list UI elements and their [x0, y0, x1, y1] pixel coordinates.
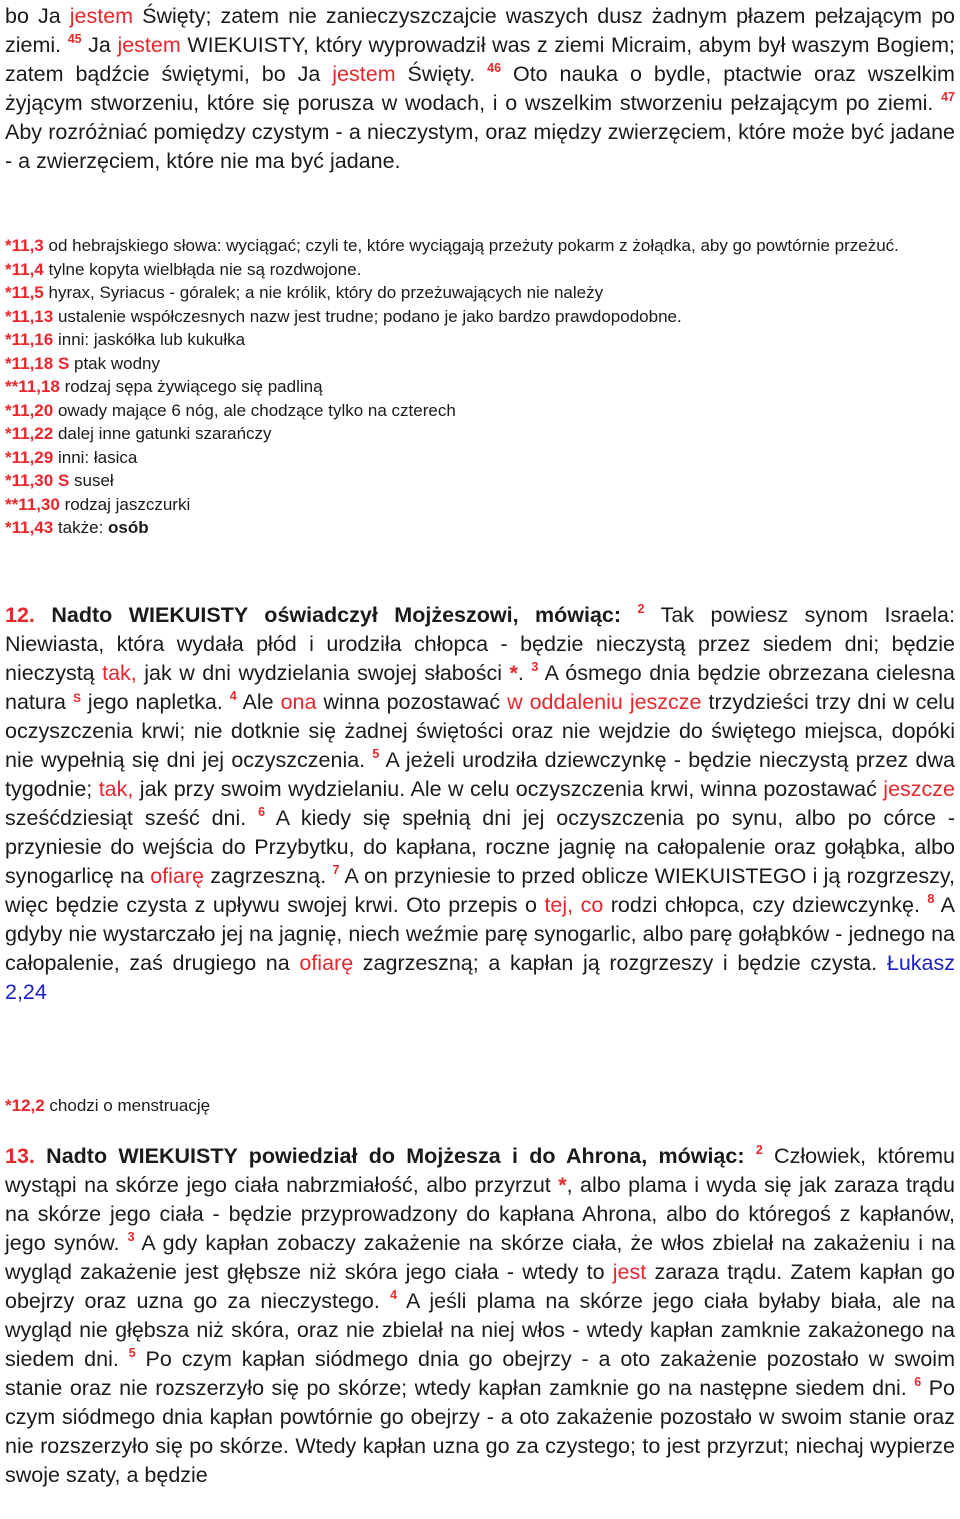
footnote: **11,30 rodzaj jaszczurki: [5, 494, 191, 514]
verse-number: 45: [67, 32, 82, 46]
verse-number: 47: [941, 90, 955, 104]
footnote-marker: *: [509, 661, 518, 685]
verse-number: 6: [914, 1375, 922, 1389]
footnote: *11,4 tylne kopyta wielbłąda nie są rozdwojone.: [5, 259, 362, 279]
emphasis: ofiarę: [299, 951, 354, 975]
verse-number: 5: [128, 1346, 136, 1360]
footnote-marker: *: [558, 1173, 567, 1197]
emphasis: jeszcze: [883, 777, 955, 801]
footnote: *11,13 ustalenie współczesnych nazw jest trudne; podano je jako bardzo prawdopodobne.: [5, 306, 682, 326]
footnote: *11,3 od hebrajskiego słowa: wyciągać; czyli te, które wyciągają przeżuty pokarm z żołądka, aby go powtórnie przeżuć.: [5, 236, 899, 255]
chapter-11-notes: [5, 234, 955, 540]
chapter-heading: Nadto WIEKUISTY powiedział do Mojżesza i do Ahrona, mówiąc:: [34, 1144, 745, 1168]
emphasis: tej, co: [544, 893, 604, 917]
emphasis: tak,: [98, 777, 134, 801]
verse-number: 3: [531, 660, 539, 674]
footnote: *11,18 S ptak wodny: [5, 353, 161, 373]
verse-number: 7: [332, 863, 340, 877]
verse-number: 4: [229, 689, 237, 703]
verse-number: 4: [390, 1288, 398, 1302]
footnote-marker: S: [72, 691, 81, 705]
emphasis: jest: [612, 1260, 647, 1284]
verse-number: 2: [637, 602, 645, 616]
verse-number: 6: [258, 805, 266, 819]
footnote: *11,20 owady mające 6 nóg, ale chodzące tylko na czterech: [5, 400, 456, 420]
emphasis: jestem: [332, 62, 396, 86]
chapter-number: 13.: [5, 1144, 35, 1168]
footnote: *11,43 także: osób: [5, 518, 149, 537]
chapter-12-text: 12. Nadto WIEKUISTY oświadczył Mojżeszowi, mówiąc: $^2$ Tak powiesz synom Israela: Niewiasta, która wydała płód i urodziła chłopca - będzie nieczystą przez siedem dni; będzie nieczystą tak, jak w dni wydzielania swojej słabości *. $^3$ A ósmego dnia będzie obrzezana cielesna natura $^S$ jego napletka. $^4$ Ale ona winna pozostawać w oddaleniu jeszcze trzydzieści trzy dni w celu oczyszczenia krwi; nie dotknie się żadnej świętości oraz nie wejdzie do świętego miejsca, dopóki nie wypełnią się dni jej oczyszczenia. $^5$ A jeżeli urodziła dziewczynkę - będzie nieczystą przez dwa tygodnie; tak, jak przy swoim wydzielaniu. Ale w celu oczyszczenia krwi, winna pozostawać jeszcze sześćdziesiąt sześć dni. $^6$ A kiedy się spełnią dni jej oczyszczenia po synu, albo po córce - przyniesie do wejścia do Przybytku, do kapłana, roczne jagnię na całopalenie oraz gołąbka, albo synogarlicę na ofiarę zagrzeszną. $^7$ A on przyniesie to przed oblicze WIEKUISTEGO i ją rozgrzeszy, więc będzie czysta z upływu swojej krwi. Oto przepis o tej, co rodzi chłopca, czy dziewczynkę. $^8$ A gdyby nie wystarczało jej na jagnię, niech weźmie parę synogarlic, albo parę gołąbków - jednego na całopalenie, zaś drugiego na ofiarę zagrzeszną; a kapłan ją rozgrzeszy i będzie czysta. Łukasz 2,24: [5, 602, 956, 1004]
footnote: *11,22 dalej inne gatunki szarańczy: [5, 424, 272, 443]
footnote: *11,30 S suseł: [5, 471, 114, 490]
chapter-11-text: bo Ja jestem Święty; zatem nie zanieczyszczajcie waszych dusz żadnym płazem pełzającym po ziemi. $^{45}$ Ja jestem WIEKUISTY, który wyprowadził was z ziemi Micraim, abym był waszym Bogiem; zatem bądźcie świętymi, bo Ja jestem Święty. $^{46}$ Oto nauka o bydle, ptactwie oraz wszelkim żyjącym stworzeniu, które się porusza w wodach, i o wszelkim stworzeniu pełzającym po ziemi. $^{47}$ Aby rozróżniać pomiędzy czystym - a nieczystym, oraz między zwierzęciem, które może być jadane - a zwierzęciem, które nie ma być jadane.: [5, 4, 955, 173]
footnote: **11,18 rodzaj sępa żywiącego się padliną: [5, 377, 323, 396]
verse-number: 5: [372, 747, 380, 761]
footnote: *12,2 chodzi o menstruację: [5, 1096, 211, 1115]
chapter-12-notes: [5, 1094, 955, 1118]
cross-reference-link[interactable]: Łukasz 2,24: [5, 951, 955, 1004]
verse-number: 8: [927, 892, 935, 906]
chapter-13-text: 13. Nadto WIEKUISTY powiedział do Mojżesza i do Ahrona, mówiąc: $^2$ Człowiek, któremu wystąpi na skórze jego ciała nabrzmiałość, albo przyrzut *, albo plama i wyda się jak zaraza trądu na skórze jego ciała - będzie przyprowadzony do kapłana Ahrona, albo do któregoś z kapłanów, jego synów. $^3$ A gdy kapłan zobaczy zakażenie na skórze ciała, że włos zbielał na zakażeniu i na wygląd zakażenie jest głębsze niż skóra jego ciała - wtedy to jest zaraza trądu. Zatem kapłan go obejrzy oraz uzna go za nieczystego. $^4$ A jeśli plama na skórze jego ciała byłaby biała, ale na wygląd nie głębsza niż skóra, oraz nie zbielał na niej włos - wtedy kapłan zamknie zakażonego na siedem dni. $^5$ Po czym kapłan siódmego dnia go obejrzy - a oto zakażenie pozostało w swoim stanie oraz nie rozszerzyło się po skórze; wtedy kapłan zamknie go na następne siedem dni. $^6$ Po czym siódmego dnia kapłan powtórnie go obejrzy - a oto zakażenie pozostało w swoim stanie oraz nie rozszerzyło się po skórze. Wtedy kapłan uzna go za czystego; to jest przyrzut; niechaj wypierze swoje szaty, a będzie: [5, 1143, 956, 1487]
emphasis: tak,: [102, 661, 137, 685]
emphasis: jestem: [117, 33, 181, 57]
footnote: *11,16 inni: jaskółka lub kukułka: [5, 330, 246, 349]
footnote: *11,29 inni: łasica: [5, 447, 138, 467]
emphasis: jestem: [69, 4, 134, 28]
emphasis: ofiarę: [150, 864, 204, 888]
verse-number: 2: [755, 1143, 763, 1157]
verse-number: 3: [127, 1230, 135, 1244]
chapter-heading: Nadto WIEKUISTY oświadczył Mojżeszowi, mówiąc:: [34, 603, 622, 627]
chapter-number: 12.: [5, 603, 35, 627]
verse-number: 46: [487, 61, 502, 75]
emphasis: ona: [280, 690, 317, 714]
footnote: *11,5 hyrax, Syriacus - góralek; a nie królik, który do przeżuwających nie należy: [5, 283, 604, 302]
emphasis: w oddaleniu jeszcze: [507, 690, 702, 714]
